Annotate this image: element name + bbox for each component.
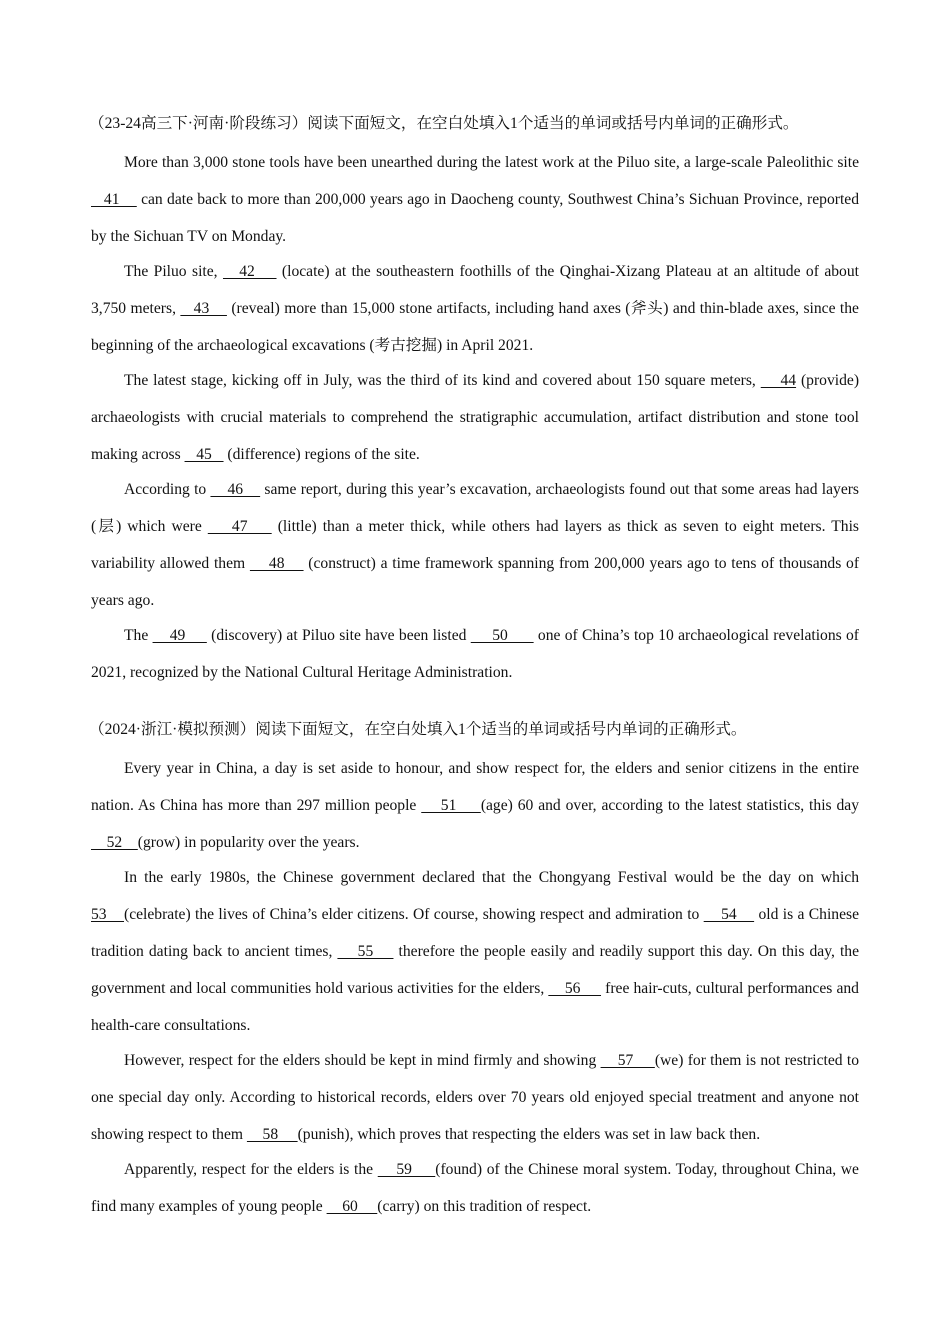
text-run: free hair-cuts, cultural performances and health-care consultations. [91, 980, 859, 1034]
section-2-paragraph-4 [91, 1151, 859, 1225]
blank-60[interactable]: 60 [326, 1198, 378, 1215]
text-run: (punish), which proves that respecting the elders was set in law back then. [297, 1126, 761, 1143]
section-1-paragraph-4 [91, 471, 859, 619]
text-run: therefore the people easily and readily support this day. On this day, the government and local communities hold various activities for the elders, [91, 943, 860, 997]
blank-53[interactable]: 53 [91, 906, 125, 923]
text-run: (provide) archaeologists with crucial materials to comprehend the stratigraphic accumulation, artifact distribution and stone tool making across [91, 372, 860, 463]
section-2-header: （2024·浙江·模拟预测）阅读下面短文，在空白处填入1个适当的单词或括号内单词的正确形式。 [89, 721, 747, 738]
blank-52[interactable]: 52 [91, 834, 138, 851]
text-run: According to [124, 481, 211, 498]
blank-44[interactable]: 44 [760, 372, 797, 389]
text-run: (carry) on this tradition of respect. [377, 1198, 592, 1215]
blank-57[interactable]: 57 [600, 1052, 655, 1069]
text-run: can date back to more than 200,000 years ago in Daocheng county, Southwest China’s Sichuan Province, reported by the Sichuan TV on Monday. [91, 191, 859, 245]
blank-46[interactable]: 46 [210, 481, 261, 498]
exercise-section-2 [91, 716, 859, 1225]
text-run: (found) of the Chinese moral system. Today, throughout China, we find many examples of young people [91, 1161, 859, 1215]
blank-55[interactable]: 55 [337, 943, 394, 960]
text-run: old is a Chinese tradition dating back to ancient times, [91, 906, 860, 960]
text-run: (locate) at the southeastern foothills of the Qinghai-Xizang Plateau at an altitude of about 3,750 meters, [91, 263, 859, 317]
blank-50[interactable]: 50 [470, 627, 534, 644]
text-run: (little) than a meter thick, while others had layers as thick as seven to eight meters. This variability allowed them [91, 518, 859, 572]
text-run: (difference) regions of the site. [223, 446, 420, 463]
blank-48[interactable]: 48 [249, 555, 304, 572]
text-run: However, respect for the elders should be kept in mind firmly and showing [124, 1052, 601, 1069]
text-run: one of China’s top 10 archaeological revelations of 2021, recognized by the National Cultural Heritage Administration. [91, 627, 859, 681]
section-1-paragraph-2 [91, 253, 859, 364]
text-run: (we) for them is not restricted to one special day only. According to historical records, elders over 70 years old enjoyed special treatment and anyone not showing respect to them [91, 1052, 860, 1143]
section-1-paragraph-3 [91, 362, 859, 473]
blank-45[interactable]: 45 [184, 446, 224, 463]
text-run: (reveal) more than 15,000 stone artifacts, including hand axes (斧头) and thin-blade axes, since the beginning of the archaeological excavations (考古挖掘) in April 2021. [91, 300, 859, 354]
text-run: (celebrate) the lives of China’s elder citizens. Of course, showing respect and admiration to [124, 906, 704, 923]
text-run: The latest stage, kicking off in July, was the third of its kind and covered about 150 square meters, [124, 372, 761, 389]
text-run: (grow) in popularity over the years. [137, 834, 360, 851]
section-2-paragraph-1 [91, 750, 859, 861]
section-1-paragraph-1 [91, 144, 859, 255]
blank-51[interactable]: 51 [421, 797, 481, 814]
document-page [91, 110, 859, 1225]
section-2-paragraph-2 [91, 859, 859, 1044]
text-run: More than 3,000 stone tools have been unearthed during the latest work at the Piluo site, a large-scale Paleolithic site [124, 154, 859, 171]
text-run: In the early 1980s, the Chinese government declared that the Chongyang Festival would be the day on which [124, 869, 859, 886]
blank-58[interactable]: 58 [246, 1126, 298, 1143]
blank-49[interactable]: 49 [152, 627, 207, 644]
text-run: (age) 60 and over, according to the latest statistics, this day [480, 797, 859, 814]
text-run: same report, during this year’s excavation, archaeologists found out that some areas had layers (层) which were [91, 481, 859, 535]
blank-47[interactable]: 47 [207, 518, 272, 535]
exercise-section-1 [91, 110, 859, 691]
blank-54[interactable]: 54 [703, 906, 755, 923]
blank-41[interactable]: 41 [91, 191, 137, 208]
blank-59[interactable]: 59 [377, 1161, 436, 1178]
section-2-paragraph-3 [91, 1042, 859, 1153]
text-run: Apparently, respect for the elders is the [124, 1161, 378, 1178]
blank-43[interactable]: 43 [180, 300, 227, 317]
blank-42[interactable]: 42 [222, 263, 277, 280]
blank-56[interactable]: 56 [548, 980, 602, 997]
section-1-header: （23-24高三下·河南·阶段练习）阅读下面短文，在空白处填入1个适当的单词或括号内单词的正确形式。 [89, 115, 799, 132]
text-run: (discovery) at Piluo site have been listed [206, 627, 471, 644]
text-run: (construct) a time framework spanning from 200,000 years ago to tens of thousands of years ago. [91, 555, 860, 609]
section-1-paragraph-5 [91, 617, 859, 691]
text-run: The [124, 627, 153, 644]
text-run: Every year in China, a day is set aside to honour, and show respect for, the elders and senior citizens in the entire nation. As China has more than 297 million people [91, 760, 859, 814]
text-run: The Piluo site, [124, 263, 223, 280]
